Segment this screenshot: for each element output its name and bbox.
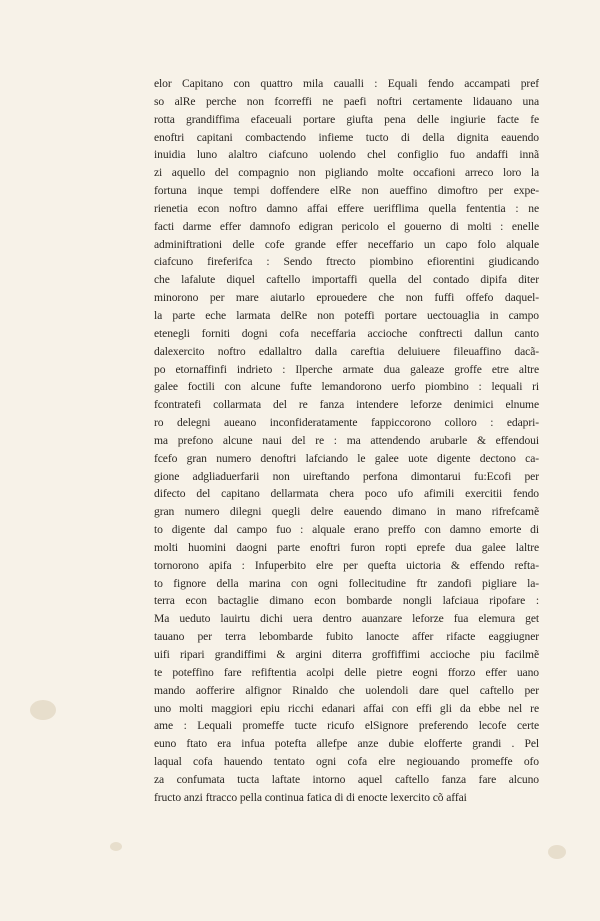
text-line: gran numero dilegni quegli delre eauendo dimano in mano rifrefcamẽ: [154, 505, 539, 519]
paper-stain: [110, 842, 122, 851]
text-line: tauano per terra lebombarde fubito lanocte affer rifacte eaggiugner: [154, 630, 539, 644]
text-line: uno molti maggiori epiu ricchi edanari affai con effi gli da ebbe nel re: [154, 701, 539, 715]
text-line: la parte eche larmata delRe non poteffi portare uectouaglia in campo: [154, 308, 539, 322]
text-line: ame : Lequali promeffe tucte ricufo elSignore preferendo lecofe certe: [154, 719, 539, 733]
printed-text-block: [154, 75, 539, 807]
text-line: zi aquello del compagnio non pigliando molte occafioni arreco loro la: [154, 166, 539, 180]
text-line: fcontratefi collarmata del re fanza intendere leforze denimici elnume: [154, 398, 539, 412]
text-line: laqual cofa hauendo tentato ogni cofa elre negiouando promeffe ofo: [154, 755, 539, 769]
text-line: fructo anzi ftracco pella continua fatica di di enocte lexercito cõ affai: [154, 790, 467, 804]
text-line: Ma ueduto lauirtu dichi uera dentro auanzare leforze fua elemura get: [154, 612, 539, 626]
paper-stain: [548, 845, 566, 859]
text-line: dalexercito noftro edallaltro dalla careftia deluiuere fileuaffino dacã-: [154, 344, 539, 358]
text-line: molti huomini daogni parte enoftri furon ropti eprefe dua galee laltre: [154, 540, 539, 554]
text-line: minorono per mare aiutarlo eprouedere che non fuffi offefo daquel-: [154, 291, 539, 305]
text-line: euno ftato era infua potefta allefpe anze dubie elofferte grandi . Pel: [154, 737, 539, 751]
text-line: adminiftrationi delle cofe grande effer neceffario un capo folo alquale: [154, 237, 539, 251]
text-line: ro delegni aueano inconfideratamente fappiccorono colloro : edapri-: [154, 416, 539, 430]
text-line: so alRe perche non fcorreffi ne paefi noftri certamente lidauano una: [154, 94, 539, 108]
text-line: to digente dal campo fuo : alquale erano preffo con damno emorte di: [154, 523, 539, 537]
text-line: galee foctili con alcune fufte lemandorono uerfo piombino : lequali ri: [154, 380, 539, 394]
text-line: enoftri capitani combactendo infieme tucto di della dignita eauendo: [154, 130, 539, 144]
text-line: ma prefono alcune naui del re : ma attendendo arubarle & effendoui: [154, 433, 539, 447]
text-line: gione adgliaduerfarii non uireftando perfona dimontarui fu:Ecofi per: [154, 469, 539, 483]
text-line: elor Capitano con quattro mila caualli : Equali fendo accampati pref: [154, 77, 539, 90]
text-line: fortuna inque tempi doffendere elRe non aueffino dimoftro per expe-: [154, 184, 539, 198]
text-line: facti darme effer damnofo edigran pericolo el gouerno di molti : enelle: [154, 219, 539, 233]
text-line: rienetia econ noftro damno affai effere uerifflima quella fententia : ne: [154, 201, 539, 215]
text-line: mando aofferire alfignor Rinaldo che uolendoli dare quel caftello per: [154, 683, 539, 697]
text-line: tornorono apifa : Infuperbito elre per quefta uictoria & effendo refta-: [154, 558, 539, 572]
text-line: te poteffino fare refiftentia acolpi delle pietre eogni fforzo effer uano: [154, 665, 539, 679]
text-line: inuidia luno alaltro ciafcuno uolendo chel configlio fuo andaffi innã: [154, 148, 539, 162]
paper-stain: [30, 700, 56, 720]
text-line: difecto del capitano dellarmata chera poco ufo afimili exercitii fendo: [154, 487, 539, 501]
text-line: etenegli forniti dogni cofa neceffaria accioche conftrecti dallun canto: [154, 326, 539, 340]
text-line: ciafcuno fireferifca : Sendo ftrecto piombino efiorentini giudicando: [154, 255, 539, 269]
text-line: uifi ripari grandiffimi & argini diterra groffiffimi accioche piu facilmẽ: [154, 648, 539, 661]
text-line: che lafalute diquel caftello importaffi quella del contado dipifa diter: [154, 273, 539, 287]
text-line: za confumata tucta laftate intorno aquel caftello fanza fare alcuno: [154, 772, 539, 786]
text-line: fcefo gran numero denoftri lafciando le galee uote digente dectono ca-: [154, 451, 539, 465]
text-line: to fignore della marina con ogni follecitudine ftr zandofi pigliare la-: [154, 576, 539, 590]
text-line: po etornaffinfi indrieto : Ilperche armate dua galeaze groffe etre altre: [154, 362, 539, 376]
text-line: terra econ bactaglie dimano econ bombarde nongli lafciaua ripofare :: [154, 594, 539, 608]
text-line: rotta grandiffima efaceuali portare giufta pena delle ingiurie facte fe: [154, 112, 539, 126]
